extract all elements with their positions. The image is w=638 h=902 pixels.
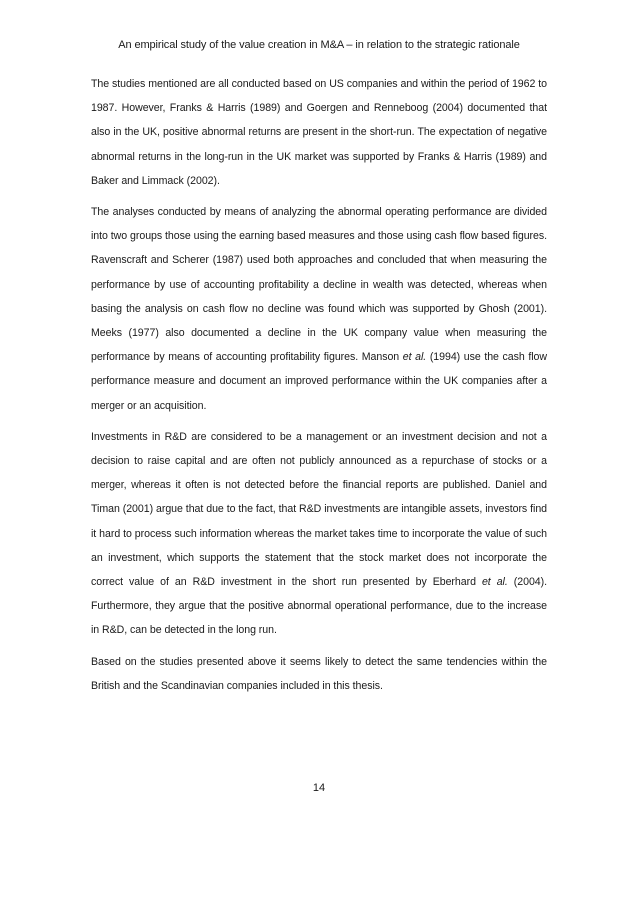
italic-text-segment: et al. — [481, 576, 508, 589]
text-segment: Based on the studies presented above it seems likely to detect the same tendencies within the British and the Scandinavian companies included in this thesis. — [91, 655, 547, 692]
text-segment: (2004). Furthermore, they argue that the positive abnormal operational performance, due to the increase in R&D, can be detected in the long run. — [91, 576, 548, 637]
body-text — [91, 72, 547, 705]
page-number: 14 — [312, 782, 326, 794]
text-segment: The studies mentioned are all conducted based on US companies and within the period of 1962 to 1987. However, Franks & Harris (1989) and Goergen and Renneboog (2004) documented that also in the UK, positive abnormal returns are present in the short-run. The expectation of negative abnormal returns in the long-run in the UK market was supported by Franks & Harris (1989) and Baker and Limmack (2002). — [91, 78, 547, 187]
text-segment: (1994) use the cash flow performance measure and document an improved performance within the UK companies after a merger or an acquisition. — [91, 351, 547, 412]
text-segment: Investments in R&D are considered to be a management or an investment decision and not a decision to raise capital and are often not publicly announced as a repurchase of stocks or a merger, whereas it often is not detected before the financial reports are published. Daniel and Timan (2001) argue that due to the fact, that R&D investments are intangible assets, investors find it hard to process such information whereas the market takes time to incorporate the value of such an investment, which supports the statement that the stock market does not incorporate the correct value of an R&D investment in the short run presented by Eberhard — [91, 430, 547, 589]
italic-text-segment: et al. — [402, 351, 427, 364]
paragraph — [91, 650, 547, 698]
paragraph — [91, 425, 547, 643]
paragraph — [91, 72, 547, 193]
paragraph — [91, 200, 547, 418]
running-header: An empirical study of the value creation in M&A – in relation to the strategic rationale — [118, 39, 520, 51]
text-segment: The analyses conducted by means of analyzing the abnormal operating performance are divided into two groups those using the earning based measures and those using cash flow based figures. Ravenscraft and Scherer (1987) used both approaches and concluded that when measuring the performance by use of accounting profitability a decline in wealth was detected, whereas when basing the analysis on cash flow no decline was found which was supported by Ghosh (2001). Meeks (1977) also documented a decline in the UK company value when measuring the performance by means of accounting profitability figures. Manson — [91, 206, 547, 364]
